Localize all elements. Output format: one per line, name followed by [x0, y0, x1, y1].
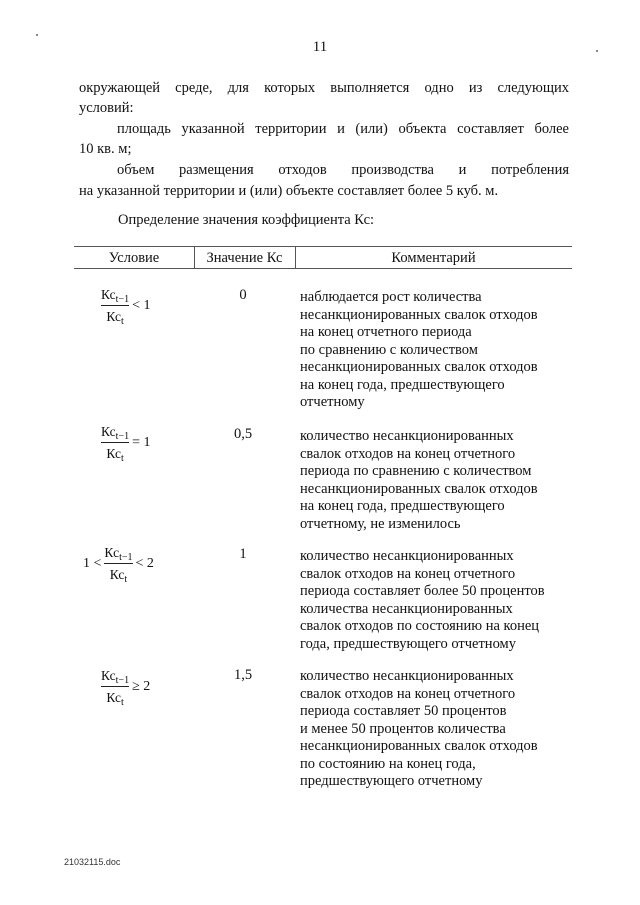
- intro-line: площадь указанной территории и (или) объекта составляет более: [117, 121, 569, 137]
- formula-relation: ≥ 2: [132, 679, 151, 694]
- header-condition: Условие: [108, 250, 160, 266]
- kc-value: 1: [239, 546, 247, 562]
- table-header-rule: [74, 268, 572, 269]
- kc-value: 0,5: [233, 426, 253, 442]
- formula-fraction: $\frac{Кс_{t-1}}{Кс_t}$: [101, 424, 130, 464]
- intro-line: окружающей среде, для которых выполняется одно из следующих: [79, 80, 569, 96]
- intro-line: условий:: [79, 100, 134, 116]
- formula-fraction: $\frac{Кс_{t-1}}{Кс_t}$: [101, 287, 130, 327]
- comment-cell: количество несанкционированных свалок отходов на конец отчетного периода составляет более 50 процентов количества несанкционированных свалок отходов по состоянию на конец года, предшествующего отчетному: [300, 548, 545, 652]
- formula-relation: < 1: [132, 298, 151, 313]
- formula-fraction: $\frac{Кс_{t-1}}{Кс_t}$: [104, 545, 133, 585]
- comment-cell: количество несанкционированных свалок отходов на конец отчетного периода составляет 50 процентов и менее 50 процентов количества несанкционированных свалок отходов по состоянию на конец года, предшествующего отчетному: [300, 668, 538, 789]
- kc-value: 1,5: [233, 667, 253, 683]
- formula-fraction: $\frac{Кс_{t-1}}{Кс_t}$: [101, 668, 130, 708]
- condition-formula: [101, 668, 151, 708]
- formula-relation: < 2: [135, 556, 154, 571]
- condition-formula: [101, 424, 151, 464]
- page-number: 11: [312, 39, 328, 55]
- scan-speck: [36, 34, 38, 36]
- intro-line: 10 кв. м;: [79, 141, 132, 157]
- intro-line: на указанной территории и (или) объекте составляет более 5 куб. м.: [79, 183, 499, 199]
- comment-cell: количество несанкционированных свалок отходов на конец отчетного периода по сравнению с количеством несанкционированных свалок отходов на конец года, предшествующего отчетному, не изменилось: [300, 428, 538, 532]
- header-comment: Комментарий: [391, 250, 476, 266]
- formula-prefix: 1 <: [83, 556, 102, 571]
- condition-formula: [101, 287, 151, 327]
- table-heading: Определение значения коэффициента Кс:: [118, 212, 375, 228]
- kc-value: 0: [239, 287, 247, 303]
- condition-formula: [83, 545, 154, 585]
- intro-line: объем размещения отходов производства и потребления: [117, 162, 569, 178]
- table-top-rule: [74, 246, 572, 247]
- formula-relation: = 1: [132, 435, 151, 450]
- comment-cell: наблюдается рост количества несанкционированных свалок отходов на конец отчетного периода по сравнению с количеством несанкционированных свалок отходов на конец года, предшествующего отчетному: [300, 289, 538, 410]
- document-filename: 21032115.doc: [64, 857, 121, 867]
- header-value: Значение Кс: [206, 250, 283, 266]
